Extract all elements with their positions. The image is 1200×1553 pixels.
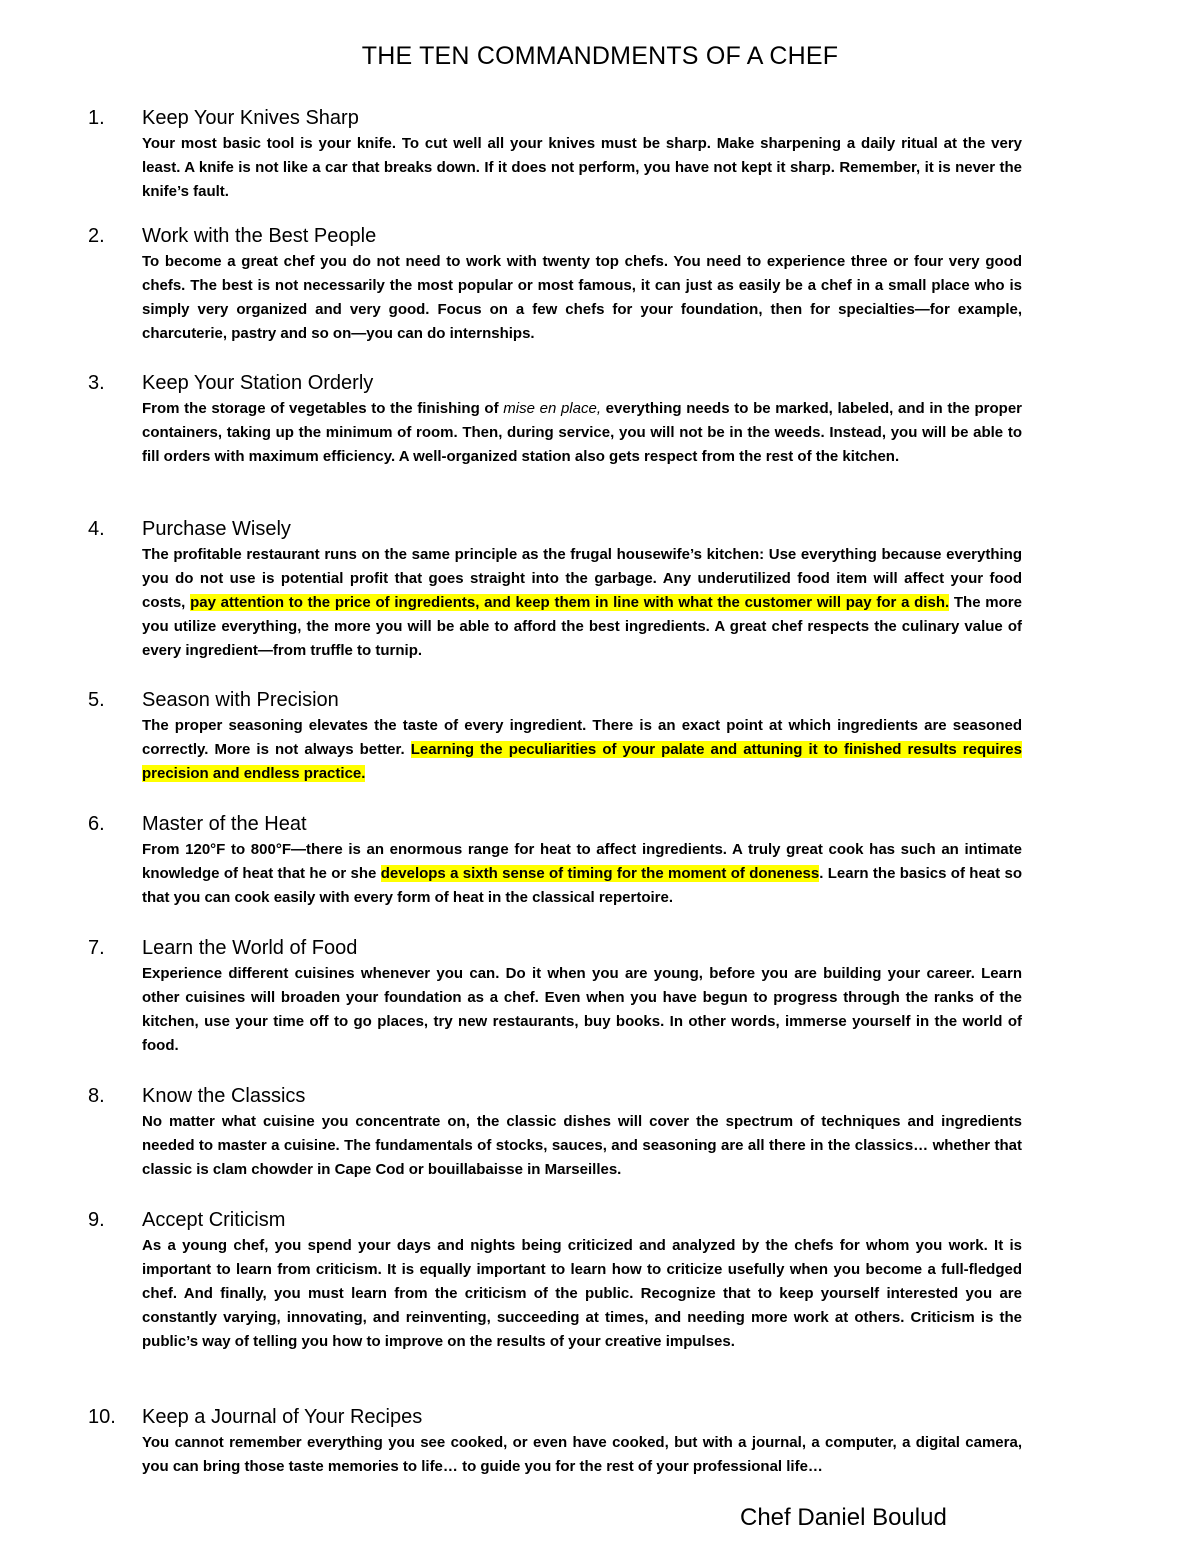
body-text: You cannot remember everything you see cooked, or even have cooked, but with a journal, a computer, a digital camera, you can bring those taste memories to life… to guide you for the rest of your professional life… — [142, 1434, 1022, 1475]
body-text: No matter what cuisine you concentrate on, the classic dishes will cover the spectrum of techniques and ingredients needed to master a cuisine. The fundamentals of stocks, sauces, and seasoning are all there in the classics… whether that classic is clam chowder in Cape Cod or bouillabaisse in Marseilles. — [142, 1113, 1022, 1178]
commandment-number: 6. — [88, 813, 105, 835]
commandment-number: 7. — [88, 937, 105, 959]
commandment-title: Work with the Best People — [142, 225, 377, 247]
body-text: The profitable restaurant runs on the same principle as the frugal housewife’s kitchen: Use everything because everything you do not use is potential profit that goes straight into the garbage. Any underutilized food item will affect your food costs, — [142, 546, 1022, 611]
commandment-title: Keep a Journal of Your Recipes — [142, 1406, 423, 1428]
document-title: THE TEN COMMANDMENTS OF A CHEF — [361, 42, 839, 70]
commandment-body — [142, 1110, 1022, 1182]
commandment-item — [88, 686, 1024, 786]
highlighted-text: pay attention to the price of ingredients, and keep them in line with what the customer will pay for a dish. — [190, 594, 950, 611]
body-text: To become a great chef you do not need to work with twenty top chefs. You need to experience three or four very good chefs. The best is not necessarily the most popular or most famous, it can just as easily be a chef in a small place who is simply very organized and very good. Focus on a few chefs for your foundation, then for specialties—for example, charcuterie, pastry and so on—you can do internships. — [142, 253, 1022, 342]
commandment-title: Season with Precision — [142, 689, 339, 711]
commandment-number: 4. — [88, 518, 105, 540]
commandment-heading — [88, 934, 1024, 962]
commandment-heading — [88, 515, 1024, 543]
commandment-heading — [88, 1403, 1024, 1431]
commandment-item — [88, 222, 1024, 346]
commandment-body — [142, 714, 1022, 786]
commandment-title: Purchase Wisely — [142, 518, 291, 540]
commandment-title: Learn the World of Food — [142, 937, 358, 959]
commandment-title: Master of the Heat — [142, 813, 307, 835]
commandment-heading — [88, 1082, 1024, 1110]
body-text: Your most basic tool is your knife. To cut well all your knives must be sharp. Make sharpening a daily ritual at the very least. A knife is not like a car that breaks down. If it does not perform, you have not kept it sharp. Remember, it is never the knife’s fault. — [142, 135, 1022, 200]
commandment-title: Keep Your Knives Sharp — [142, 107, 359, 129]
commandment-item — [88, 1403, 1024, 1479]
commandment-heading — [88, 1206, 1024, 1234]
body-text: . Learn the basics of heat so that you can cook easily with every form of heat in the classical repertoire. — [142, 865, 1022, 906]
commandment-item — [88, 1082, 1024, 1182]
commandment-body — [142, 1431, 1022, 1479]
commandment-item — [88, 934, 1024, 1058]
commandment-item — [88, 104, 1024, 204]
commandment-heading — [88, 369, 1024, 397]
commandment-title: Accept Criticism — [142, 1209, 286, 1231]
author-signature: Chef Daniel Boulud — [740, 1504, 947, 1531]
commandment-item — [88, 369, 1024, 469]
commandment-body — [142, 132, 1022, 204]
commandment-number: 3. — [88, 372, 105, 394]
commandment-body — [142, 962, 1022, 1058]
body-text: From 120°F to 800°F—there is an enormous range for heat to affect ingredients. A truly great cook has such an intimate knowledge of heat that he or she — [142, 841, 1022, 882]
commandment-number: 10. — [88, 1406, 116, 1428]
highlighted-text: develops a sixth sense of timing for the moment of doneness — [380, 865, 820, 882]
commandment-item — [88, 515, 1024, 663]
body-text: Experience different cuisines whenever you can. Do it when you are young, before you are building your career. Learn other cuisines will broaden your foundation as a chef. Even when you have begun to progress through the ranks of the kitchen, use your time off to go places, try new restaurants, buy books. In other words, immerse yourself in the world of food. — [142, 965, 1022, 1054]
commandment-body — [142, 838, 1022, 910]
commandment-item — [88, 1206, 1024, 1354]
body-text: The proper seasoning elevates the taste of every ingredient. There is an exact point at which ingredients are seasoned correctly. More is not always better. — [142, 717, 1022, 758]
body-text: From the storage of vegetables to the finishing of — [142, 400, 504, 417]
highlighted-text: Learning the peculiarities of your palate and attuning it to finished results requires precision and endless practice. — [142, 741, 1022, 782]
commandment-number: 5. — [88, 689, 105, 711]
commandment-number: 2. — [88, 225, 105, 247]
commandment-body — [142, 397, 1022, 469]
commandment-title: Keep Your Station Orderly — [142, 372, 374, 394]
commandment-title: Know the Classics — [142, 1085, 306, 1107]
commandment-number: 1. — [88, 107, 105, 129]
commandment-heading — [88, 810, 1024, 838]
commandment-body — [142, 250, 1022, 346]
body-text: The more you utilize everything, the more you will be able to afford the best ingredients. A great chef respects the culinary value of every ingredient—from truffle to turnip. — [142, 594, 1022, 659]
italic-text: mise en place, — [503, 400, 601, 417]
commandment-number: 9. — [88, 1209, 105, 1231]
commandment-heading — [88, 222, 1024, 250]
commandment-body — [142, 543, 1022, 663]
commandment-item — [88, 810, 1024, 910]
body-text: everything needs to be marked, labeled, and in the proper containers, taking up the minimum of room. Then, during service, you will not be in the weeds. Instead, you will be able to fill orders with maximum efficiency. A well-organized station also gets respect from the rest of the kitchen. — [142, 400, 1023, 465]
commandment-heading — [88, 686, 1024, 714]
commandment-number: 8. — [88, 1085, 105, 1107]
commandment-body — [142, 1234, 1022, 1354]
body-text: As a young chef, you spend your days and nights being criticized and analyzed by the chefs for whom you work. It is important to learn from criticism. It is equally important to learn how to criticize usefully when you become a full-fledged chef. And finally, you must learn from the criticism of the public. Recognize that to keep yourself interested you are constantly varying, innovating, and reinventing, succeeding at times, and needing more work at others. Criticism is the public’s way of telling you how to improve on the results of your creative impulses. — [142, 1237, 1022, 1350]
commandment-heading — [88, 104, 1024, 132]
